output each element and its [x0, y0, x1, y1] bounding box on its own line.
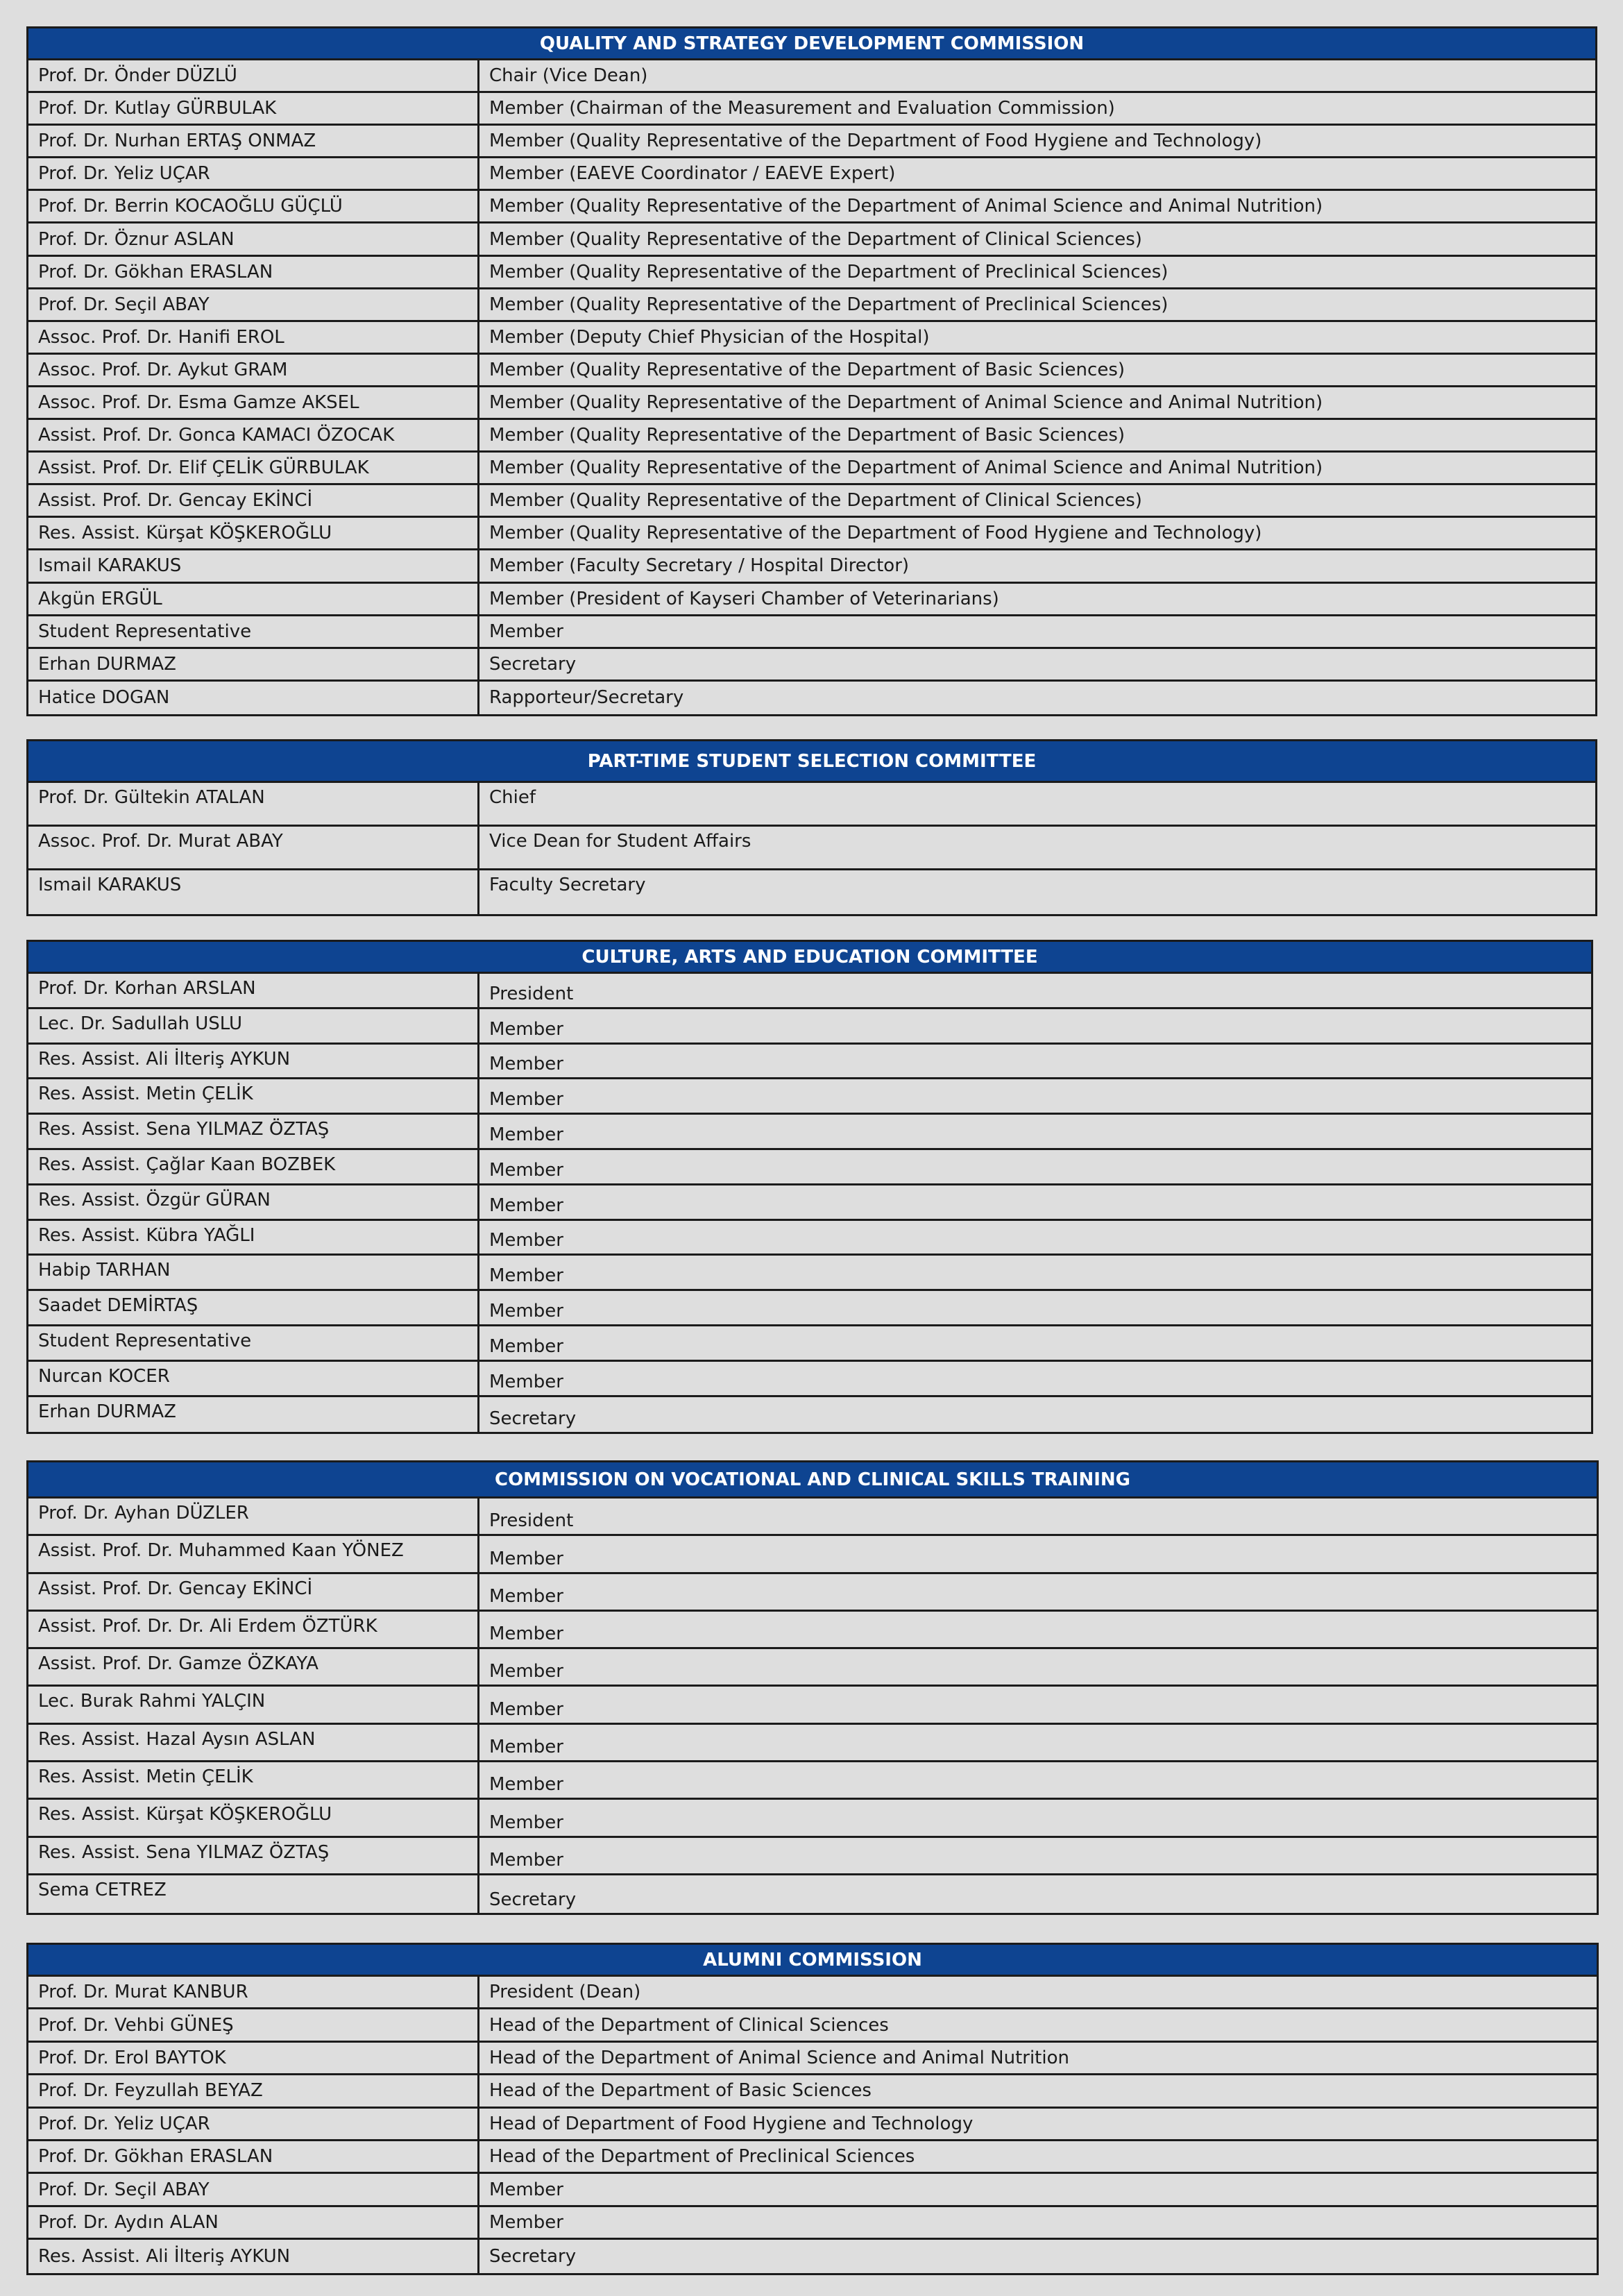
- member-name: Assist. Prof. Dr. Dr. Ali Erdem ÖZTÜRK: [28, 1612, 479, 1647]
- member-role: President: [489, 983, 574, 1004]
- table-row: [28, 2009, 1597, 2042]
- member-role: Head of the Department of Clinical Sciences: [489, 2014, 889, 2036]
- table-row: [28, 870, 1595, 914]
- member-name: Prof. Dr. Nurhan ERTAŞ ONMAZ: [28, 126, 479, 156]
- member-role: Member: [489, 1195, 563, 1216]
- member-role: Chair (Vice Dean): [489, 65, 648, 87]
- member-role: Member: [489, 1812, 563, 1833]
- culture-arts-committee-table: [26, 940, 1593, 1434]
- member-role: Member (Faculty Secretary / Hospital Director): [489, 555, 910, 577]
- table-row: [28, 649, 1595, 682]
- member-name: Assist. Prof. Dr. Elif ÇELİK GÜRBULAK: [28, 453, 479, 483]
- member-role: Member: [489, 1159, 563, 1181]
- member-role: Head of Department of Food Hygiene and Technology: [489, 2113, 974, 2134]
- member-name: Assoc. Prof. Dr. Aykut GRAM: [28, 355, 479, 385]
- member-role: Head of the Department of Preclinical Sciences: [489, 2146, 915, 2168]
- table-row: [28, 1291, 1591, 1326]
- table-title: PART-TIME STUDENT SELECTION COMMITTEE: [28, 741, 1595, 783]
- member-role: Member: [489, 1623, 563, 1645]
- member-role: Member: [489, 1089, 563, 1111]
- member-name: Res. Assist. Kübra YAĞLI: [28, 1221, 479, 1254]
- member-name: Assoc. Prof. Dr. Esma Gamze AKSEL: [28, 387, 479, 418]
- table-row: [28, 2207, 1597, 2240]
- member-role: Member (Chairman of the Measurement and Evaluation Commission): [489, 98, 1115, 119]
- member-role: Member (Deputy Chief Physician of the Hospital): [489, 326, 930, 348]
- member-name: Ismail KARAKUS: [28, 870, 479, 914]
- table-row: [28, 1536, 1597, 1573]
- table-row: [28, 223, 1595, 256]
- member-role: Member: [489, 1300, 563, 1322]
- member-name: Res. Assist. Kürşat KÖŞKEROĞLU: [28, 1800, 479, 1835]
- table-title: QUALITY AND STRATEGY DEVELOPMENT COMMISSION: [28, 28, 1595, 60]
- member-role: Member: [489, 1371, 563, 1392]
- table-row: [28, 322, 1595, 355]
- vocational-clinical-commission-table: [26, 1460, 1599, 1915]
- table-row: [28, 158, 1595, 191]
- member-name: Prof. Dr. Yeliz UÇAR: [28, 2109, 479, 2139]
- member-name: Prof. Dr. Aydın ALAN: [28, 2207, 479, 2238]
- table-title: ALUMNI COMMISSION: [28, 1945, 1597, 1977]
- member-name: Assist. Prof. Dr. Muhammed Kaan YÖNEZ: [28, 1536, 479, 1571]
- member-name: Prof. Dr. Kutlay GÜRBULAK: [28, 93, 479, 124]
- table-row: [28, 191, 1595, 223]
- member-role: Member (EAEVE Coordinator / EAEVE Expert): [489, 163, 896, 185]
- member-role: Member (Quality Representative of the Department of Food Hygiene and Technology): [489, 523, 1262, 544]
- member-role: Member: [489, 1230, 563, 1251]
- table-row: [28, 1875, 1597, 1913]
- table-row: [28, 1762, 1597, 1800]
- member-role: Member (Quality Representative of the Department of Animal Science and Animal Nutrition): [489, 457, 1323, 479]
- member-role: Member: [489, 1548, 563, 1569]
- table-row: [28, 1838, 1597, 1875]
- member-name: Res. Assist. Ali İlteriş AYKUN: [28, 2240, 479, 2272]
- table-row: [28, 289, 1595, 322]
- member-role: Faculty Secretary: [489, 875, 646, 895]
- member-role: Vice Dean for Student Affairs: [489, 831, 751, 852]
- member-name: Prof. Dr. Önder DÜZLÜ: [28, 60, 479, 91]
- table-row: [28, 1687, 1597, 1724]
- member-name: Hatice DOGAN: [28, 682, 479, 714]
- member-role: Member: [489, 1661, 563, 1682]
- table-row: [28, 1115, 1591, 1150]
- table-row: [28, 355, 1595, 387]
- member-role: Member: [489, 621, 563, 642]
- member-name: Prof. Dr. Seçil ABAY: [28, 2174, 479, 2204]
- member-role: President: [489, 1510, 574, 1532]
- member-role: Member: [489, 1849, 563, 1871]
- table-row: [28, 420, 1595, 453]
- member-name: Prof. Dr. Gökhan ERASLAN: [28, 257, 479, 287]
- table-row: [28, 2075, 1597, 2108]
- member-role: Member: [489, 1774, 563, 1796]
- member-name: Prof. Dr. Vehbi GÜNEŞ: [28, 2009, 479, 2040]
- table-row: [28, 257, 1595, 289]
- member-name: Erhan DURMAZ: [28, 649, 479, 679]
- member-name: Nurcan KOCER: [28, 1362, 479, 1395]
- member-role: Secretary: [489, 2245, 577, 2267]
- table-row: [28, 2174, 1597, 2206]
- member-role: Chief: [489, 787, 536, 808]
- member-role: Secretary: [489, 1408, 577, 1430]
- member-role: Rapporteur/Secretary: [489, 687, 684, 709]
- member-role: Member (Quality Representative of the Department of Food Hygiene and Technology): [489, 130, 1262, 152]
- table-row: [28, 1256, 1591, 1291]
- member-name: Res. Assist. Metin ÇELİK: [28, 1079, 479, 1113]
- member-role: Member: [489, 1054, 563, 1075]
- table-row: [28, 1800, 1597, 1837]
- table-row: [28, 1079, 1591, 1115]
- member-name: Res. Assist. Metin ÇELİK: [28, 1762, 479, 1798]
- table-row: [28, 518, 1595, 550]
- member-role: Member: [489, 1265, 563, 1287]
- member-name: Res. Assist. Hazal Aysın ASLAN: [28, 1725, 479, 1760]
- member-name: Res. Assist. Sena YILMAZ ÖZTAŞ: [28, 1115, 479, 1148]
- table-row: [28, 616, 1595, 649]
- table-row: [28, 1397, 1591, 1433]
- table-row: [28, 93, 1595, 126]
- member-name: Res. Assist. Ali İlteriş AYKUN: [28, 1045, 479, 1078]
- table-row: [28, 2141, 1597, 2174]
- member-name: Student Representative: [28, 616, 479, 647]
- table-row: [28, 1362, 1591, 1397]
- table-title: CULTURE, ARTS AND EDUCATION COMMITTEE: [28, 942, 1591, 974]
- table-row: [28, 827, 1595, 870]
- member-role: Member (Quality Representative of the Department of Animal Science and Animal Nutrition): [489, 391, 1323, 413]
- table-row: [28, 60, 1595, 93]
- table-row: [28, 1612, 1597, 1649]
- table-row: [28, 584, 1595, 616]
- member-name: Saadet DEMİRTAŞ: [28, 1291, 479, 1324]
- member-role: Member (Quality Representative of the Department of Basic Sciences): [489, 359, 1125, 380]
- table-row: [28, 1977, 1597, 2009]
- table-row: [28, 682, 1595, 714]
- member-role: Head of the Department of Animal Science and Animal Nutrition: [489, 2047, 1069, 2068]
- member-role: Member (Quality Representative of the Department of Preclinical Sciences): [489, 261, 1169, 282]
- member-name: Prof. Dr. Öznur ASLAN: [28, 223, 479, 254]
- member-name: Habip TARHAN: [28, 1256, 479, 1289]
- table-row: [28, 1499, 1597, 1536]
- table-row: [28, 2043, 1597, 2075]
- member-role: Member: [489, 1698, 563, 1720]
- member-name: Res. Assist. Özgür GÜRAN: [28, 1185, 479, 1219]
- table-title: COMMISSION ON VOCATIONAL AND CLINICAL SKILLS TRAINING: [28, 1462, 1597, 1499]
- table-row: [28, 550, 1595, 583]
- member-role: Member: [489, 1124, 563, 1145]
- table-row: [28, 1185, 1591, 1221]
- member-name: Assist. Prof. Dr. Gamze ÖZKAYA: [28, 1649, 479, 1685]
- member-name: Prof. Dr. Murat KANBUR: [28, 1977, 479, 2007]
- member-name: Prof. Dr. Berrin KOCAOĞLU GÜÇLÜ: [28, 191, 479, 221]
- member-role: Member (Quality Representative of the Department of Clinical Sciences): [489, 228, 1142, 250]
- member-name: Assist. Prof. Dr. Gonca KAMACI ÖZOCAK: [28, 420, 479, 450]
- member-role: President (Dean): [489, 1982, 641, 2003]
- table-row: [28, 126, 1595, 158]
- member-name: Student Representative: [28, 1326, 479, 1360]
- table-row: [28, 1045, 1591, 1080]
- table-row: [28, 1574, 1597, 1612]
- member-role: Member (President of Kayseri Chamber of Veterinarians): [489, 588, 999, 609]
- member-role: Member (Quality Representative of the Department of Animal Science and Animal Nutrition): [489, 196, 1323, 217]
- member-role: Head of the Department of Basic Sciences: [489, 2080, 872, 2102]
- part-time-student-committee-table: [26, 739, 1597, 916]
- table-row: [28, 1725, 1597, 1762]
- member-name: Prof. Dr. Seçil ABAY: [28, 289, 479, 320]
- member-name: Prof. Dr. Ayhan DÜZLER: [28, 1499, 479, 1534]
- table-row: [28, 783, 1595, 827]
- member-name: Ismail KARAKUS: [28, 550, 479, 581]
- member-name: Erhan DURMAZ: [28, 1397, 479, 1433]
- table-row: [28, 974, 1591, 1009]
- member-role: Secretary: [489, 1889, 577, 1911]
- member-role: Member (Quality Representative of the Department of Preclinical Sciences): [489, 294, 1169, 315]
- member-name: Lec. Dr. Sadullah USLU: [28, 1009, 479, 1043]
- table-row: [28, 2109, 1597, 2141]
- member-name: Prof. Dr. Erol BAYTOK: [28, 2043, 479, 2073]
- table-row: [28, 1009, 1591, 1045]
- member-role: Member: [489, 1585, 563, 1607]
- member-name: Assoc. Prof. Dr. Hanifi EROL: [28, 322, 479, 353]
- member-name: Prof. Dr. Gültekin ATALAN: [28, 783, 479, 825]
- member-role: Member: [489, 2211, 563, 2233]
- member-name: Assist. Prof. Dr. Gencay EKİNCİ: [28, 485, 479, 516]
- member-role: Member: [489, 1335, 563, 1357]
- member-role: Member: [489, 2179, 563, 2200]
- member-name: Assoc. Prof. Dr. Murat ABAY: [28, 827, 479, 868]
- member-role: Secretary: [489, 653, 577, 675]
- table-row: [28, 485, 1595, 518]
- quality-strategy-commission-table: [26, 26, 1597, 716]
- member-name: Assist. Prof. Dr. Gencay EKİNCİ: [28, 1574, 479, 1610]
- member-name: Res. Assist. Sena YILMAZ ÖZTAŞ: [28, 1838, 479, 1873]
- table-row: [28, 1649, 1597, 1687]
- member-name: Res. Assist. Çağlar Kaan BOZBEK: [28, 1150, 479, 1183]
- table-row: [28, 1221, 1591, 1256]
- member-name: Sema CETREZ: [28, 1875, 479, 1913]
- member-role: Member: [489, 1018, 563, 1040]
- member-role: Member: [489, 1737, 563, 1758]
- table-row: [28, 1326, 1591, 1362]
- alumni-commission-table: [26, 1943, 1599, 2275]
- table-row: [28, 2240, 1597, 2272]
- member-name: Prof. Dr. Yeliz UÇAR: [28, 158, 479, 189]
- member-name: Prof. Dr. Feyzullah BEYAZ: [28, 2075, 479, 2106]
- member-name: Akgün ERGÜL: [28, 584, 479, 614]
- table-row: [28, 1150, 1591, 1185]
- member-role: Member (Quality Representative of the Department of Clinical Sciences): [489, 490, 1142, 512]
- table-row: [28, 387, 1595, 420]
- member-role: Member (Quality Representative of the Department of Basic Sciences): [489, 425, 1125, 446]
- member-name: Prof. Dr. Gökhan ERASLAN: [28, 2141, 479, 2172]
- table-row: [28, 453, 1595, 485]
- member-name: Lec. Burak Rahmi YALÇIN: [28, 1687, 479, 1722]
- member-name: Prof. Dr. Korhan ARSLAN: [28, 974, 479, 1007]
- member-name: Res. Assist. Kürşat KÖŞKEROĞLU: [28, 518, 479, 548]
